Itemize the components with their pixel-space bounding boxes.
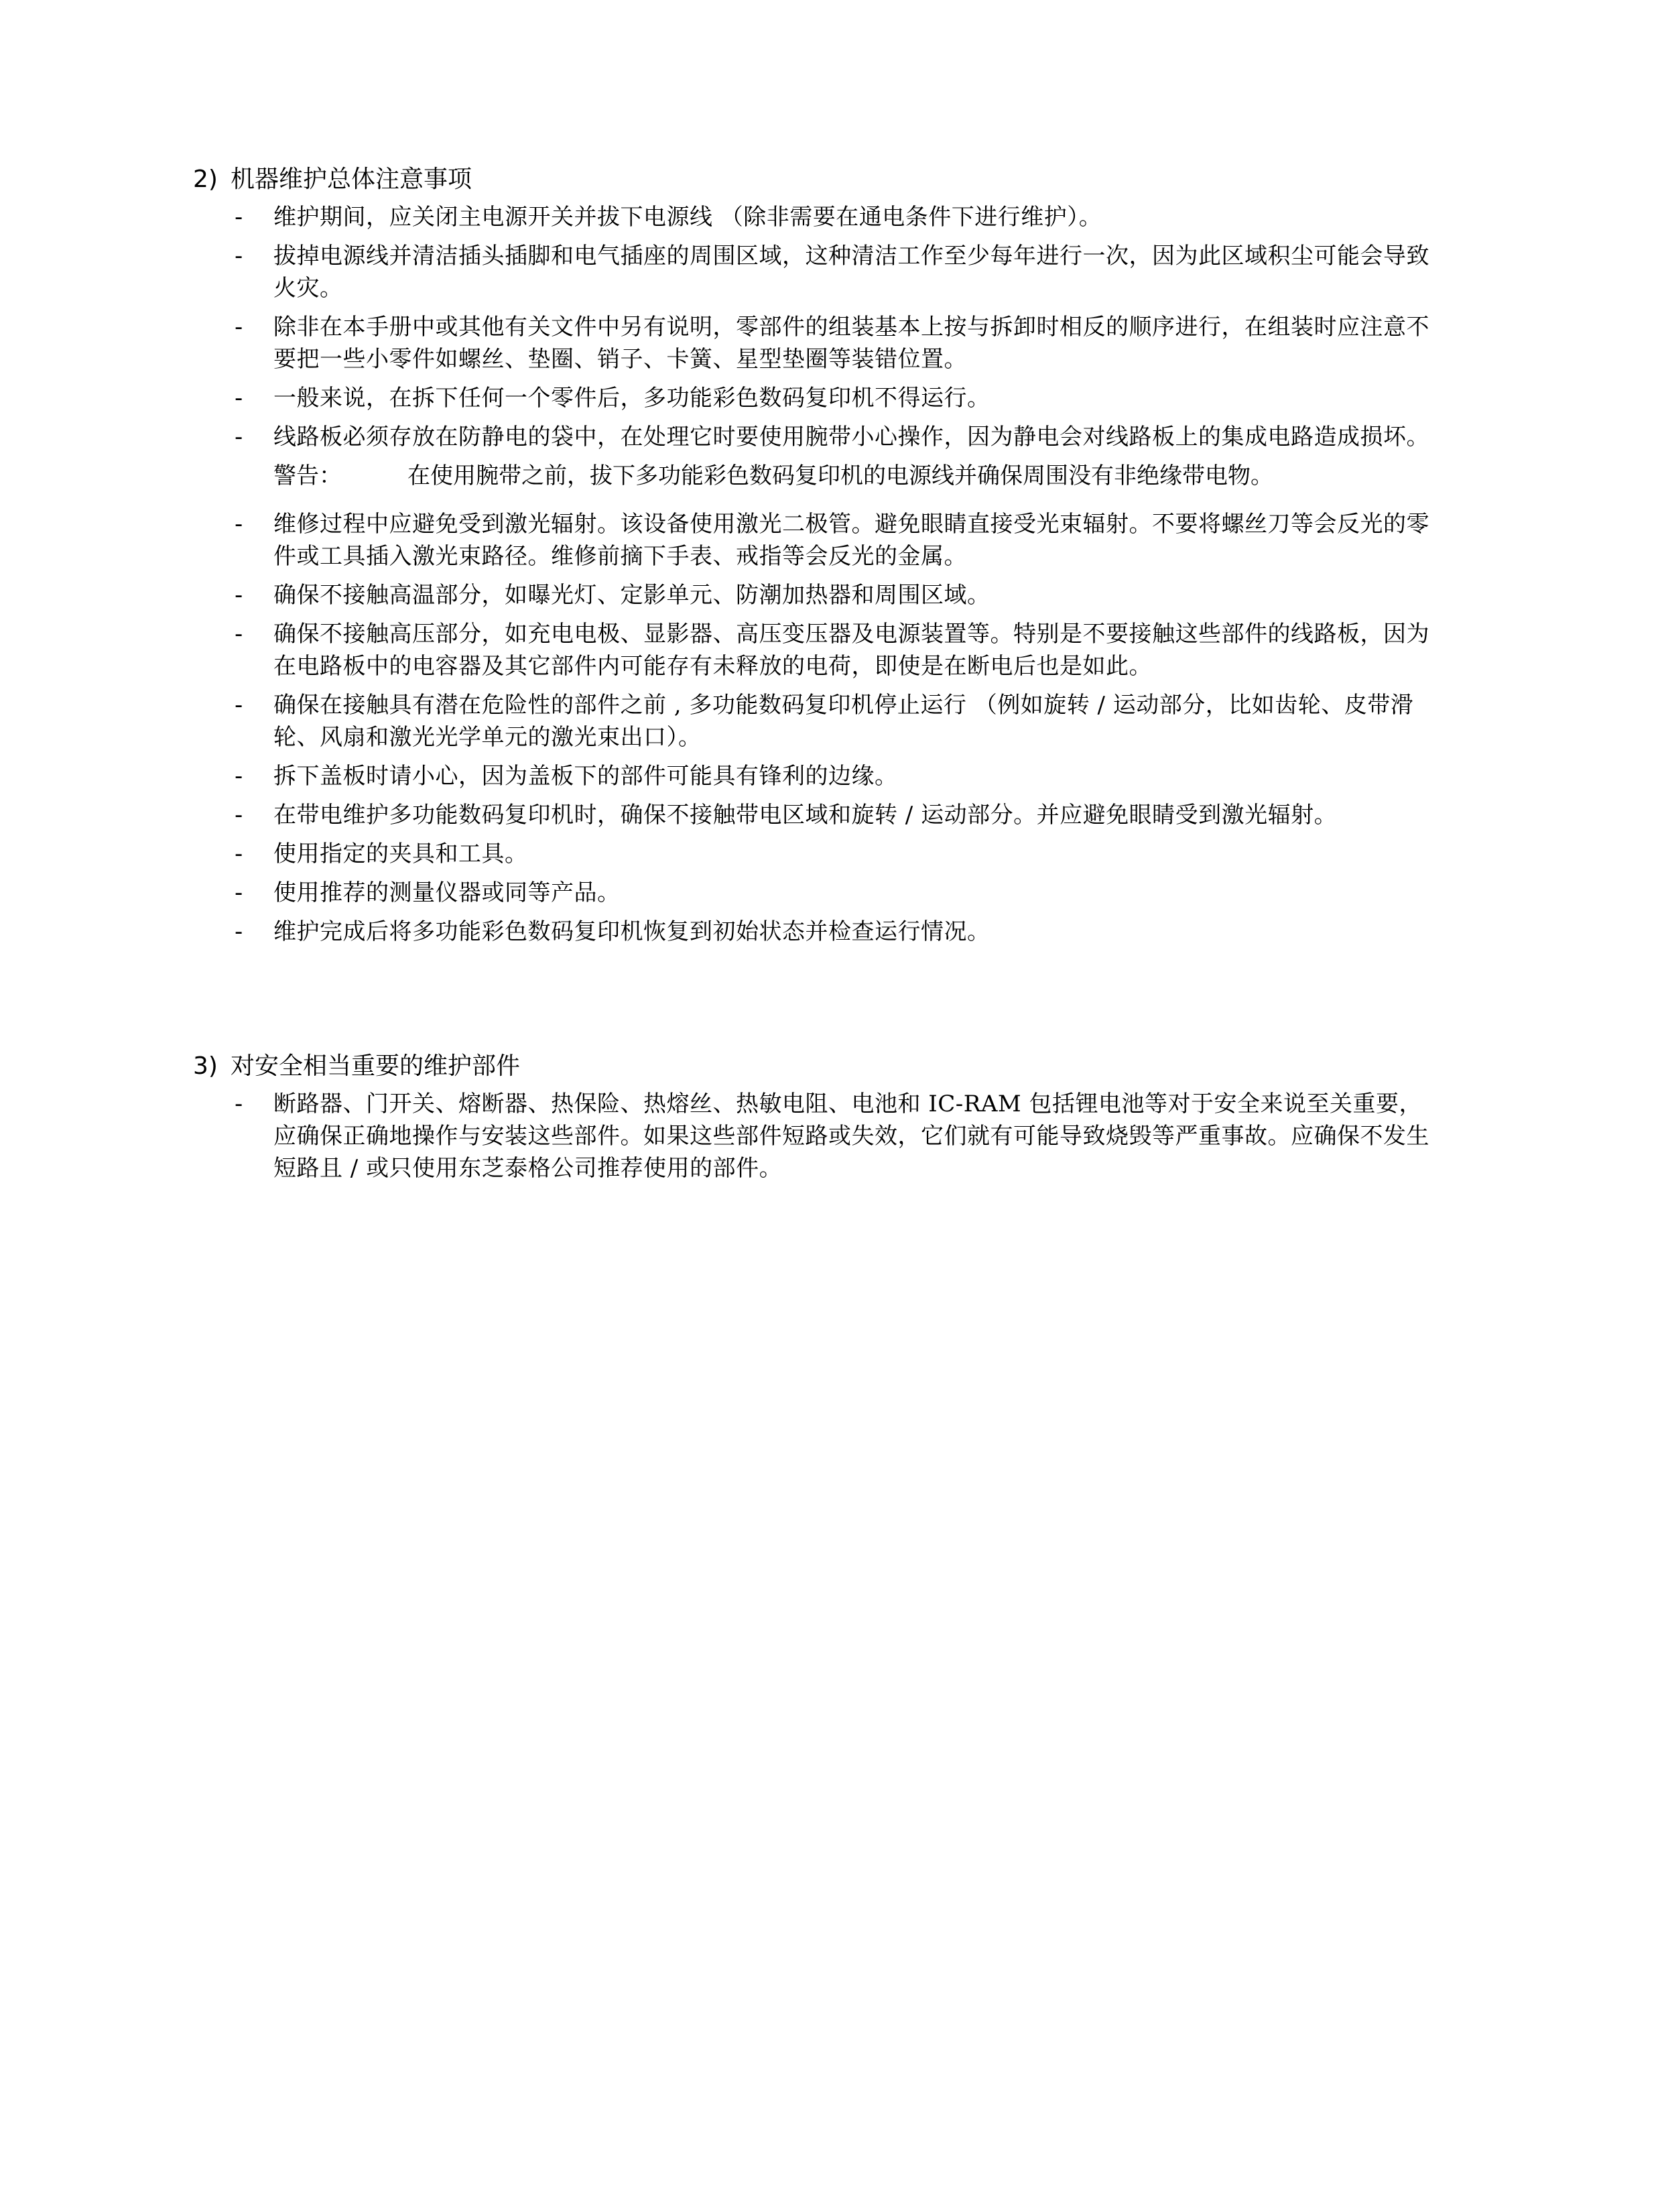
bullet-dash: - <box>235 879 243 906</box>
list-item-text: 确保不接触高温部分，如曝光灯、定影单元、防潮加热器和周围区域。 <box>273 582 990 609</box>
bullet-dash: - <box>235 243 243 269</box>
list-item-text: 确保不接触高压部分，如充电电极、显影器、高压变压器及电源装置等。特别是不要接触这些部件的线路板，因为在电路板中的电容器及其它部件内可能存有未释放的电荷，即使是在断电后也是如此。 <box>273 621 1429 680</box>
bullet-dash: - <box>235 314 243 341</box>
list-item <box>193 618 1440 682</box>
bullet-dash: - <box>235 918 243 945</box>
section-number: 3) <box>193 1052 218 1080</box>
precaution-list-continued <box>193 508 1440 948</box>
warning-text: 在使用腕带之前，拔下多功能彩色数码复印机的电源线并确保周围没有非绝缘带电物。 <box>407 463 1273 489</box>
section-heading <box>193 162 1440 197</box>
list-item <box>193 579 1440 611</box>
list-item <box>193 421 1440 453</box>
list-item-text: 一般来说，在拆下任何一个零件后，多功能彩色数码复印机不得运行。 <box>273 385 990 412</box>
list-item-text: 拔掉电源线并清洁插头插脚和电气插座的周围区域，这种清洁工作至少每年进行一次，因为此区域积尘可能会导致火灾。 <box>273 243 1429 302</box>
bullet-dash: - <box>235 841 243 867</box>
list-item <box>193 760 1440 792</box>
list-item-text: 维护完成后将多功能彩色数码复印机恢复到初始状态并检查运行情况。 <box>273 918 990 945</box>
bullet-dash: - <box>235 204 243 231</box>
warning-note <box>193 460 1440 492</box>
bullet-dash: - <box>235 511 243 538</box>
warning-label: 警告： <box>273 463 342 489</box>
section-number: 2) <box>193 166 218 193</box>
list-item-text: 线路板必须存放在防静电的袋中，在处理它时要使用腕带小心操作，因为静电会对线路板上的集成电路造成损坏。 <box>273 424 1429 450</box>
bullet-dash: - <box>235 582 243 609</box>
list-item-text: 使用推荐的测量仪器或同等产品。 <box>273 879 621 906</box>
list-item-text: 断路器、门开关、熔断器、热保险、热熔丝、热敏电阻、电池和 IC-RAM 包括锂电池等对于安全来说至关重要，应确保正确地操作与安装这些部件。如果这些部件短路或失效，它们就有可能导致烧毁等严重事故。应确保不发生短路且 / 或只使用东芝泰格公司推荐使用的部件。 <box>273 1091 1429 1182</box>
bullet-dash: - <box>235 1091 243 1117</box>
list-item <box>193 240 1440 304</box>
list-item <box>193 508 1440 572</box>
list-item <box>193 382 1440 414</box>
list-item <box>193 1088 1440 1184</box>
bullet-dash: - <box>235 385 243 412</box>
safety-parts-list <box>193 1088 1440 1184</box>
list-item <box>193 838 1440 870</box>
list-item <box>193 689 1440 753</box>
section-general-maintenance-precautions <box>193 162 1440 955</box>
list-item-text: 拆下盖板时请小心，因为盖板下的部件可能具有锋利的边缘。 <box>273 763 898 790</box>
list-item-text: 使用指定的夹具和工具。 <box>273 841 528 867</box>
list-item <box>193 799 1440 831</box>
list-item-text: 确保在接触具有潜在危险性的部件之前 , 多功能数码复印机停止运行 （例如旋转 / 运动部分，比如齿轮、皮带滑轮、风扇和激光光学单元的激光束出口）。 <box>273 692 1414 751</box>
list-item-text: 维修过程中应避免受到激光辐射。该设备使用激光二极管。避免眼睛直接受光束辐射。不要将螺丝刀等会反光的零件或工具插入激光束路径。维修前摘下手表、戒指等会反光的金属。 <box>273 511 1429 570</box>
bullet-dash: - <box>235 621 243 648</box>
list-item <box>193 311 1440 375</box>
bullet-dash: - <box>235 692 243 719</box>
list-item <box>193 877 1440 909</box>
bullet-dash: - <box>235 424 243 450</box>
section-safety-critical-parts <box>193 1049 1440 1191</box>
precaution-list <box>193 201 1440 453</box>
section-title: 机器维护总体注意事项 <box>231 166 472 193</box>
list-item <box>193 201 1440 233</box>
section-heading <box>193 1049 1440 1084</box>
list-item <box>193 916 1440 948</box>
list-item-text: 在带电维护多功能数码复印机时，确保不接触带电区域和旋转 / 运动部分。并应避免眼睛受到激光辐射。 <box>273 802 1338 828</box>
list-item-text: 维护期间，应关闭主电源开关并拔下电源线 （除非需要在通电条件下进行维护）。 <box>273 204 1102 231</box>
bullet-dash: - <box>235 763 243 790</box>
bullet-dash: - <box>235 802 243 828</box>
list-item-text: 除非在本手册中或其他有关文件中另有说明，零部件的组装基本上按与拆卸时相反的顺序进行，在组装时应注意不要把一些小零件如螺丝、垫圈、销子、卡簧、星型垫圈等装错位置。 <box>273 314 1429 373</box>
section-title: 对安全相当重要的维护部件 <box>231 1052 521 1080</box>
